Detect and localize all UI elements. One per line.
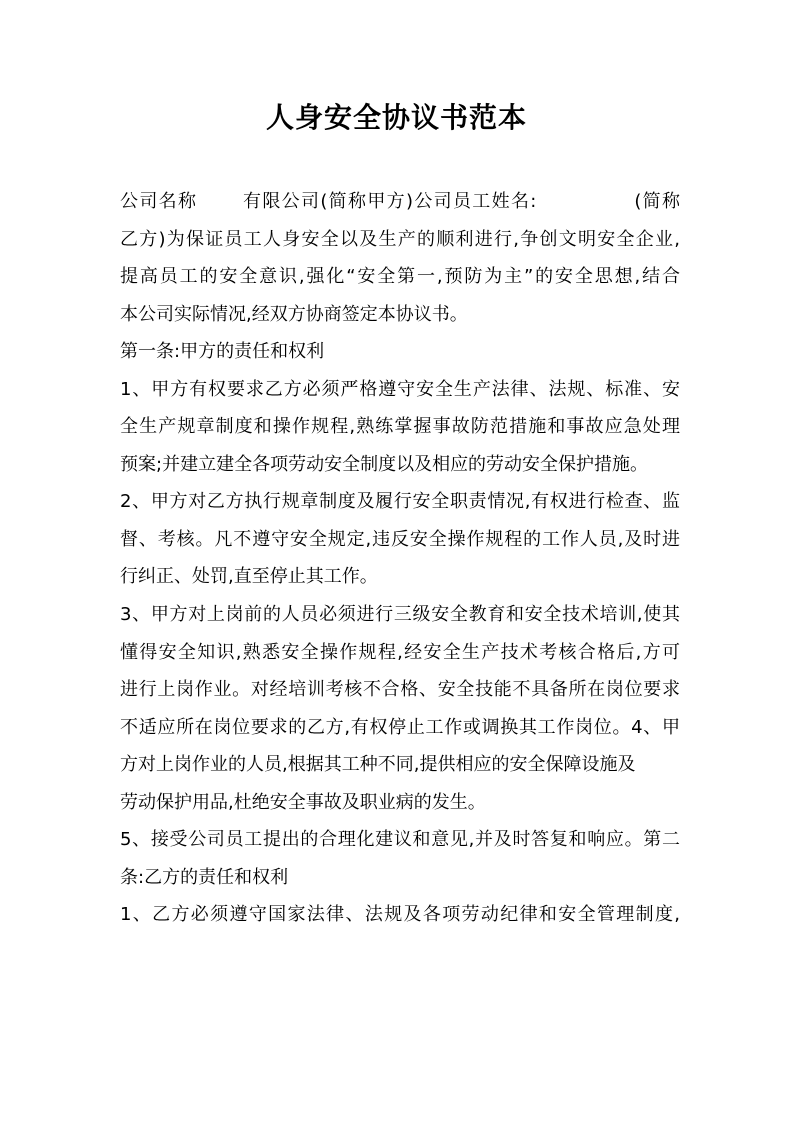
- document-title: 人身安全协议书范本: [265, 101, 527, 134]
- body-line: 1、乙方必须遵守国家法律、法规及各项劳动纪律和安全管理制度,: [120, 904, 680, 926]
- section-heading: 条:乙方的责任和权利: [120, 866, 289, 888]
- body-line: 方对上岗作业的人员,根据其工种不同,提供相应的安全保障设施及: [120, 754, 636, 776]
- body-line: 本公司实际情况,经双方协商签定本协议书。: [120, 303, 468, 325]
- body-line: 3、甲方对上岗前的人员必须进行三级安全教育和安全技术培训,使其: [120, 604, 680, 626]
- body-line: 2、甲方对乙方执行规章制度及履行安全职责情况,有权进行检查、监: [120, 491, 680, 513]
- section-heading: 第一条:甲方的责任和权利: [120, 341, 325, 363]
- body-line: 预案;并建立建全各项劳动安全制度以及相应的劳动安全保护措施。: [120, 453, 649, 475]
- body-line: 懂得安全知识,熟悉安全操作规程,经安全生产技术考核合格后,方可: [120, 641, 680, 663]
- body-line: 1、甲方有权要求乙方必须严格遵守安全生产法律、法规、标准、安: [120, 378, 680, 400]
- body-line: 不适应所在岗位要求的乙方,有权停止工作或调换其工作岗位。4、甲: [120, 716, 680, 738]
- body-line: 公司名称 有限公司(简称甲方)公司员工姓名: (简称: [120, 191, 680, 212]
- body-line: 乙方)为保证员工人身安全以及生产的顺利进行,争创文明安全企业,: [120, 228, 680, 250]
- body-line: 行纠正、处罚,直至停止其工作。: [120, 566, 378, 588]
- document-body: [120, 183, 680, 934]
- body-line: 5、接受公司员工提出的合理化建议和意见,并及时答复和响应。第二: [120, 829, 680, 851]
- body-line: 劳动保护用品,杜绝安全事故及职业病的发生。: [120, 791, 486, 813]
- body-line: 进行上岗作业。对经培训考核不合格、安全技能不具备所在岗位要求: [120, 679, 680, 701]
- body-line: 全生产规章制度和操作规程,熟练掌握事故防范措施和事故应急处理: [120, 416, 680, 438]
- body-line: 提高员工的安全意识,强化“安全第一,预防为主”的安全思想,结合: [120, 266, 680, 288]
- body-line: 督、考核。凡不遵守安全规定,违反安全操作规程的工作人员,及时进: [120, 528, 680, 550]
